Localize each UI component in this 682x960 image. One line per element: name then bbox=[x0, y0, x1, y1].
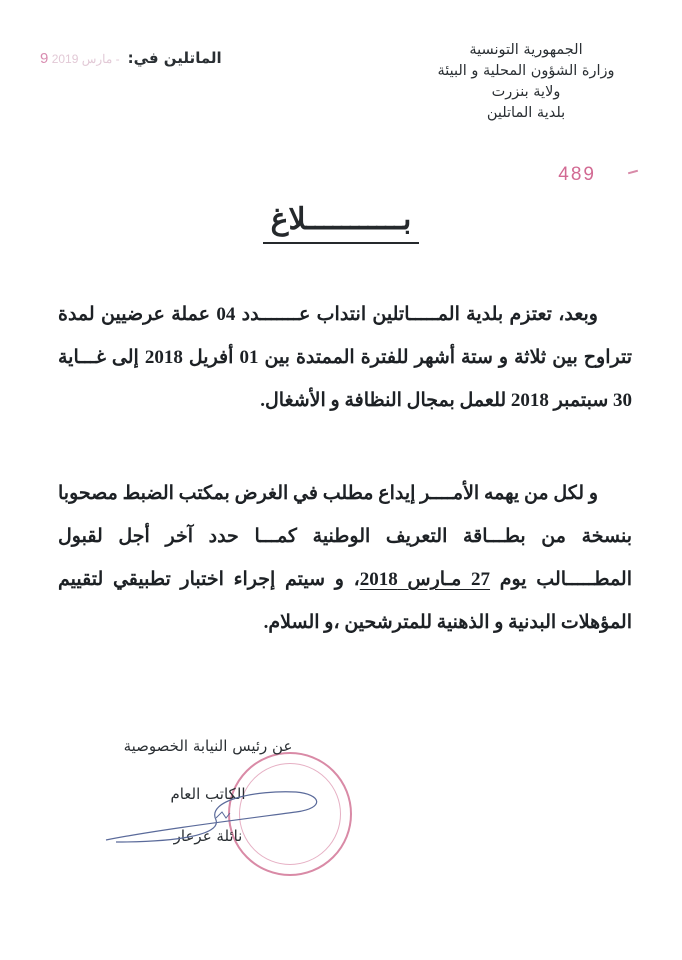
paragraph-2-text-after: ، و سيتم إجراء اختبار تطبيقي لتقييم المؤهلات البدنية و الذهنية للمترشحين ،و السلام. bbox=[58, 569, 632, 633]
date-stamp-rest: - مارس 2019 bbox=[51, 51, 120, 66]
date-stamp-day: 9 bbox=[40, 49, 49, 67]
municipality-name: بلدية الماتلين bbox=[486, 105, 566, 121]
reference-number: 489 bbox=[558, 164, 596, 185]
deadline-date: 27 مـارس 2018 bbox=[359, 569, 491, 590]
paragraph-1-text: وبعد، تعتزم بلدية المـــــاتلين انتداب عـــــــدد 04 عملة عرضيين لمدة تتراوح بين ثلاثة و ستة أشهر للفترة الممتدة بين 01 أفريل 2018 إلى غـــاية 30 سبتمبر 2018 للعمل بمجال النظافة و الأشغال. bbox=[58, 304, 632, 411]
signature-role: الكاتب العام bbox=[170, 785, 246, 803]
body-paragraph-1 bbox=[58, 293, 632, 422]
date-stamp bbox=[40, 50, 120, 67]
letterhead bbox=[406, 40, 646, 124]
handwritten-signature-icon bbox=[96, 780, 336, 860]
document-title: بـــــــــــلاغ bbox=[263, 200, 420, 244]
governorate-name: ولاية بنزرت bbox=[491, 84, 561, 100]
ministry-name: وزارة الشؤون المحلية و البيئة bbox=[437, 63, 615, 79]
paragraph-2-text-before: و لكل من يهمه الأمــــر إيداع مطلب في الغرض بمكتب الضبط مصحوبا بنسخة من بطـــاقة التعريف الوطنية كمـــا حدد آخر أجل لقبول المطـــــالب يوم bbox=[58, 483, 632, 590]
date-label: الماتلين في: bbox=[127, 49, 222, 67]
signatory-name: نائلة عرعار bbox=[173, 827, 243, 845]
date-line bbox=[40, 46, 280, 70]
document-title-wrap bbox=[0, 200, 682, 244]
country-name: الجمهورية التونسية bbox=[469, 42, 583, 58]
body-paragraph-2 bbox=[58, 472, 632, 644]
reference-mark bbox=[628, 170, 638, 175]
signature-on-behalf: عن رئيس النيابة الخصوصية bbox=[123, 737, 293, 755]
